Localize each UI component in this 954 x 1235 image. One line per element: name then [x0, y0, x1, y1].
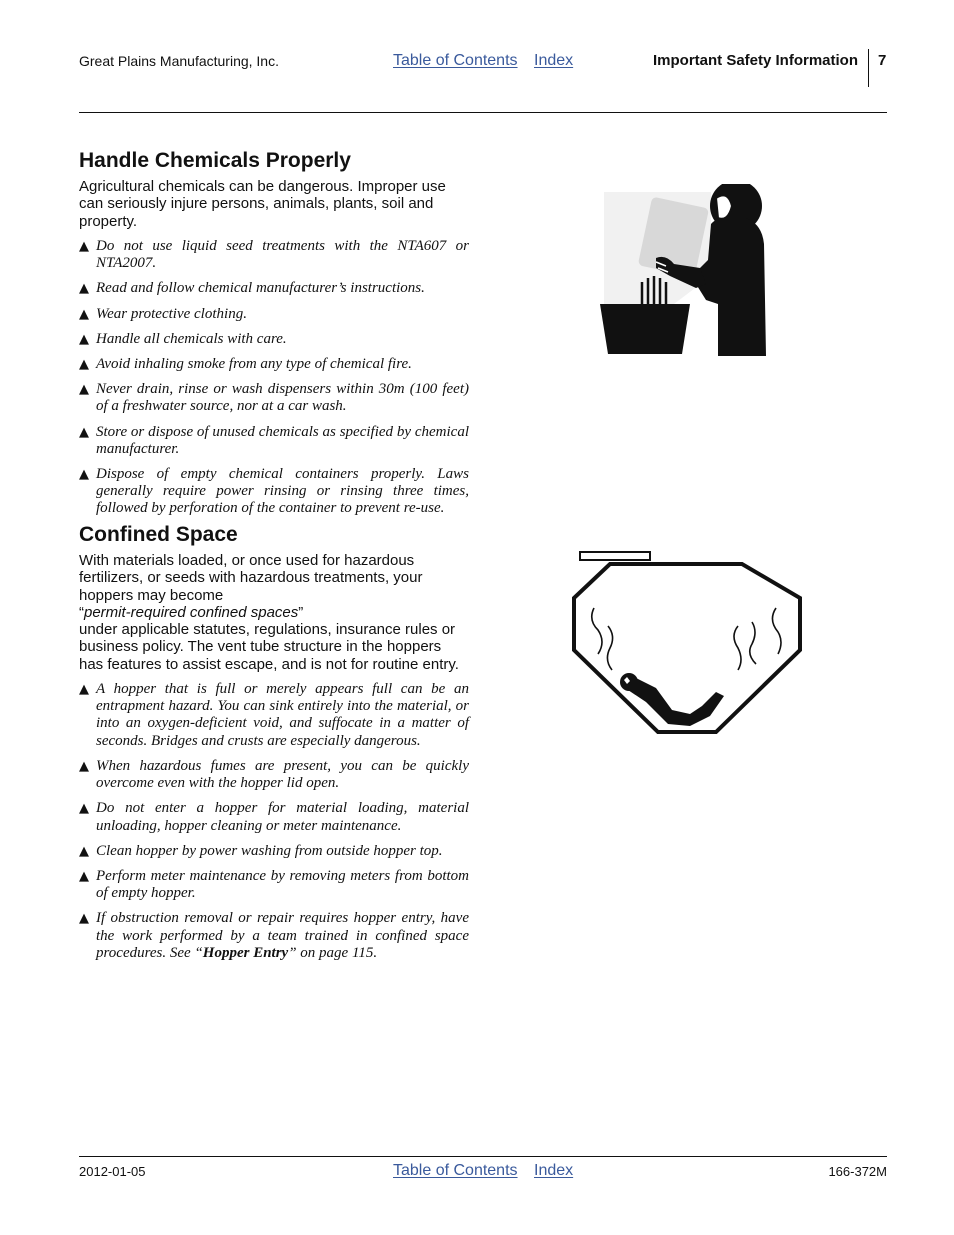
confined-bullet-list	[79, 681, 469, 962]
list-item: ▲ Wear protective clothing.	[79, 305, 247, 322]
hopper-lid-icon	[580, 552, 650, 560]
warning-triangle-icon: ▲	[79, 758, 89, 774]
list-item: ▲ Read and follow chemical manufacturer’s instructions.	[79, 280, 425, 297]
warning-triangle-icon: ▲	[79, 911, 89, 927]
confined-space-section	[79, 522, 469, 970]
warning-triangle-icon: ▲	[79, 801, 89, 817]
list-item: ▲ Never drain, rinse or wash dispensers within 30m (100 feet) of a freshwater source, nor at a car wash.	[79, 381, 469, 415]
bucket-icon	[600, 304, 690, 354]
warning-triangle-icon: ▲	[79, 238, 89, 254]
warning-triangle-icon: ▲	[79, 868, 89, 884]
list-item: ▲ Handle all chemicals with care.	[79, 330, 287, 347]
list-item: ▲ A hopper that is full or merely appears full can be an entrapment hazard. You can sink entirely into the material, or into an oxygen-deficient void, and suffocate in a matter of seconds. Bridges and crusts are especially dangerous.	[79, 681, 469, 749]
warning-triangle-icon: ▲	[79, 682, 89, 698]
footer-toc-link[interactable]: Table of Contents	[393, 1162, 518, 1179]
confined-intro: With materials loaded, or once used for hazardous fertilizers, or seeds with hazardous treatments, your hoppers may become “permit-required confined spaces” under applicable statutes, regulations, insurance rules or business policy. The vent tube structure in the hoppers has features to assist escape, and is not for routine entry.	[79, 552, 459, 673]
list-item: ▲ Store or dispose of unused chemicals as specified by chemical manufacturer.	[79, 423, 469, 457]
chemicals-heading: Handle Chemicals Properly	[79, 149, 351, 172]
list-item: ▲ If obstruction removal or repair requires hopper entry, have the work performed by a team trained in confined space procedures. See “Hopper Entry” on page 115.	[79, 910, 469, 961]
chemical-handling-illustration	[596, 184, 772, 360]
list-item: ▲ Do not enter a hopper for material loading, material unloading, hopper cleaning or meter maintenance.	[79, 800, 469, 834]
warning-triangle-icon: ▲	[79, 281, 89, 297]
confined-hopper-illustration	[572, 550, 806, 736]
list-item: ▲ Do not use liquid seed treatments with the NTA607 or NTA2007.	[79, 237, 469, 272]
warning-triangle-icon: ▲	[79, 843, 89, 859]
header-toc-link[interactable]: Table of Contents	[393, 52, 518, 69]
chemicals-intro: Agricultural chemicals can be dangerous. Improper use can seriously injure persons, animals, plants, soil and property.	[79, 178, 446, 230]
section-title: Important Safety Information	[652, 52, 858, 69]
header-index-link[interactable]: Index	[534, 52, 574, 69]
document-number: 166-372M	[828, 1164, 887, 1179]
list-item: ▲ Clean hopper by power washing from outside hopper top.	[79, 842, 443, 859]
warning-triangle-icon: ▲	[79, 382, 89, 398]
list-item: ▲ Perform meter maintenance by removing meters from bottom of empty hopper.	[79, 867, 469, 902]
header-divider	[868, 49, 869, 87]
header-rule	[79, 112, 887, 113]
warning-triangle-icon: ▲	[79, 306, 89, 322]
footer-index-link[interactable]: Index	[534, 1162, 574, 1179]
chemicals-bullet-list	[79, 238, 469, 518]
footer-date: 2012-01-05	[79, 1164, 146, 1179]
warning-triangle-icon: ▲	[79, 331, 89, 347]
list-item: ▲ Dispose of empty chemical containers properly. Laws generally require power rinsing or rinsing three times, followed by perforation of the container to prevent re-use.	[79, 465, 469, 517]
warning-triangle-icon: ▲	[79, 424, 89, 440]
list-item: ▲ When hazardous fumes are present, you can be quickly overcome even with the hopper lid open.	[79, 757, 469, 792]
page-number: 7	[878, 52, 887, 69]
chemicals-section	[79, 148, 469, 526]
hopper-outline	[574, 564, 800, 732]
warning-triangle-icon: ▲	[79, 356, 89, 372]
footer-rule	[79, 1156, 887, 1157]
company-name: Great Plains Manufacturing, Inc.	[79, 53, 279, 69]
hopper-entry-link[interactable]: Hopper Entry	[202, 944, 289, 961]
confined-heading: Confined Space	[79, 523, 238, 546]
warning-triangle-icon: ▲	[79, 466, 89, 482]
list-item: ▲ Avoid inhaling smoke from any type of chemical fire.	[79, 355, 412, 372]
